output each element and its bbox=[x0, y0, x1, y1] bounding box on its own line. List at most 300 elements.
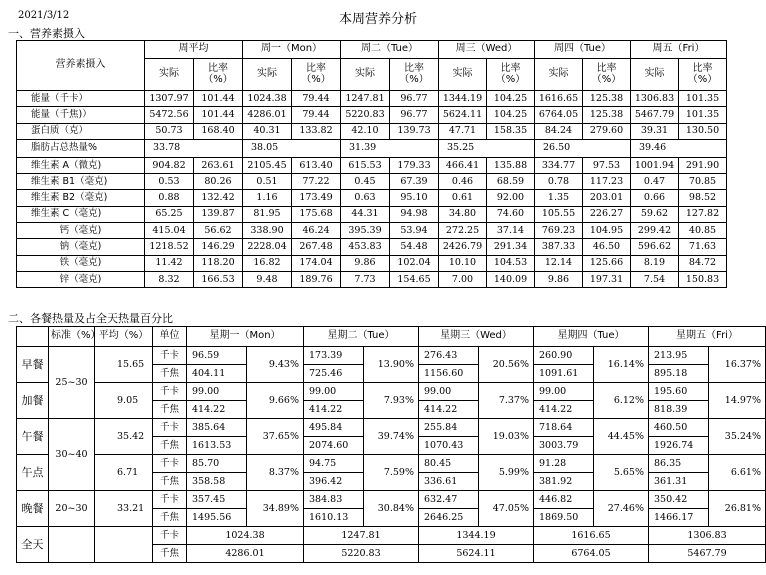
actual-value: 50.73 bbox=[145, 123, 194, 139]
ratio-value: 70.85 bbox=[679, 174, 727, 190]
total-name: 全天 bbox=[17, 527, 49, 563]
ratio-value: 140.09 bbox=[487, 271, 535, 287]
actual-value: 8.19 bbox=[631, 255, 679, 271]
kj-value: 361.31 bbox=[649, 473, 709, 491]
actual-value: 0.66 bbox=[631, 190, 679, 206]
nutrient-name: 铁（毫克) bbox=[17, 255, 145, 271]
energy-percent: 14.97% bbox=[709, 383, 766, 419]
kj-value: 3003.79 bbox=[534, 437, 594, 455]
actual-value: 12.14 bbox=[535, 255, 583, 271]
energy-percent: 44.45% bbox=[594, 419, 649, 455]
meal-name: 加餐 bbox=[17, 383, 49, 419]
nutrient-name: 维生素 B1（毫克) bbox=[17, 174, 145, 190]
kcal-value: 195.60 bbox=[649, 383, 709, 401]
kcal-value: 99.00 bbox=[419, 383, 479, 401]
nutrient-row bbox=[17, 255, 727, 271]
unit-kcal: 千卡 bbox=[153, 455, 187, 473]
kj-value: 414.22 bbox=[304, 401, 364, 419]
kcal-value: 99.00 bbox=[187, 383, 247, 401]
unit-kj: 千焦 bbox=[153, 401, 187, 419]
actual-value: 9.86 bbox=[535, 271, 583, 287]
ratio-value: 174.04 bbox=[292, 255, 341, 271]
energy-percent: 27.46% bbox=[594, 491, 649, 527]
actual-value: 1218.52 bbox=[145, 239, 194, 255]
actual-value: 11.42 bbox=[145, 255, 194, 271]
total-kcal: 1616.65 bbox=[534, 527, 649, 545]
ratio-value: 96.77 bbox=[390, 91, 439, 107]
standard-header: 标准（%） bbox=[49, 327, 95, 347]
blank-corner bbox=[17, 327, 49, 347]
blank-cell bbox=[49, 527, 95, 563]
kcal-value: 96.59 bbox=[187, 347, 247, 365]
actual-value: 42.10 bbox=[341, 123, 390, 139]
energy-percent: 26.81% bbox=[709, 491, 766, 527]
kj-value: 1466.17 bbox=[649, 509, 709, 527]
actual-value: 1024.38 bbox=[243, 91, 292, 107]
ratio-header: 比率（%） bbox=[194, 59, 243, 91]
actual-value: 4286.01 bbox=[243, 107, 292, 123]
actual-value: 1344.19 bbox=[439, 91, 487, 107]
actual-value: 0.88 bbox=[145, 190, 194, 206]
kj-value: 1156.60 bbox=[419, 365, 479, 383]
meal-average: 15.65 bbox=[95, 347, 153, 383]
meal-name: 午餐 bbox=[17, 419, 49, 455]
ratio-value: 146.29 bbox=[194, 239, 243, 255]
actual-value: 1307.97 bbox=[145, 91, 194, 107]
ratio-value: 132.42 bbox=[194, 190, 243, 206]
meal-row-kcal bbox=[17, 383, 766, 401]
ratio-value: 150.83 bbox=[679, 271, 727, 287]
ratio-value: 133.82 bbox=[292, 123, 341, 139]
section-heading-meals: 二、各餐热量及占全天热量百分比 bbox=[8, 312, 173, 325]
standard-range: 30~40 bbox=[49, 419, 95, 491]
actual-value: 65.25 bbox=[145, 206, 194, 222]
energy-percent: 9.43% bbox=[247, 347, 304, 383]
actual-value: 0.45 bbox=[341, 174, 390, 190]
kj-value: 725.46 bbox=[304, 365, 364, 383]
actual-value: 9.48 bbox=[243, 271, 292, 287]
actual-value: 1.16 bbox=[243, 190, 292, 206]
total-kcal: 1247.81 bbox=[304, 527, 419, 545]
actual-value: 2228.04 bbox=[243, 239, 292, 255]
energy-percent: 5.99% bbox=[479, 455, 534, 491]
kj-value: 414.22 bbox=[534, 401, 594, 419]
nutrient-row bbox=[17, 223, 727, 239]
nutrient-row bbox=[17, 139, 727, 157]
nutrient-name: 维生素 B2（毫克) bbox=[17, 190, 145, 206]
actual-value: 105.55 bbox=[535, 206, 583, 222]
total-kcal: 1306.83 bbox=[649, 527, 766, 545]
actual-value: 1001.94 bbox=[631, 157, 679, 173]
ratio-value: 158.35 bbox=[487, 123, 535, 139]
standard-range: 20~30 bbox=[49, 491, 95, 527]
actual-header: 实际 bbox=[631, 59, 679, 91]
kcal-value: 255.84 bbox=[419, 419, 479, 437]
nutrient-row bbox=[17, 107, 727, 123]
kj-value: 358.58 bbox=[187, 473, 247, 491]
kcal-value: 495.84 bbox=[304, 419, 364, 437]
ratio-value: 96.77 bbox=[390, 107, 439, 123]
ratio-value: 79.44 bbox=[292, 107, 341, 123]
ratio-value: 267.48 bbox=[292, 239, 341, 255]
ratio-value: 135.88 bbox=[487, 157, 535, 173]
meal-name: 午点 bbox=[17, 455, 49, 491]
kj-value: 414.22 bbox=[419, 401, 479, 419]
fat-ratio-value: 31.39 bbox=[341, 139, 439, 157]
total-kj: 5220.83 bbox=[304, 545, 419, 563]
kcal-value: 99.00 bbox=[304, 383, 364, 401]
ratio-value: 46.24 bbox=[292, 223, 341, 239]
actual-value: 0.61 bbox=[439, 190, 487, 206]
ratio-value: 139.73 bbox=[390, 123, 439, 139]
ratio-value: 101.35 bbox=[679, 91, 727, 107]
kcal-value: 632.47 bbox=[419, 491, 479, 509]
unit-kcal: 千卡 bbox=[153, 491, 187, 509]
actual-value: 615.53 bbox=[341, 157, 390, 173]
nutrient-row bbox=[17, 271, 727, 287]
kj-value: 1091.61 bbox=[534, 365, 594, 383]
ratio-value: 613.40 bbox=[292, 157, 341, 173]
nutrient-row bbox=[17, 91, 727, 107]
actual-value: 0.53 bbox=[145, 174, 194, 190]
energy-percent: 8.37% bbox=[247, 455, 304, 491]
ratio-value: 37.14 bbox=[487, 223, 535, 239]
meal-name: 早餐 bbox=[17, 347, 49, 383]
energy-percent: 37.65% bbox=[247, 419, 304, 455]
meal-average: 35.42 bbox=[95, 419, 153, 455]
actual-value: 0.51 bbox=[243, 174, 292, 190]
ratio-header: 比率（%） bbox=[390, 59, 439, 91]
ratio-value: 291.34 bbox=[487, 239, 535, 255]
meal-row-kcal bbox=[17, 491, 766, 509]
ratio-value: 79.44 bbox=[292, 91, 341, 107]
total-kcal: 1024.38 bbox=[187, 527, 304, 545]
kcal-value: 80.45 bbox=[419, 455, 479, 473]
fat-ratio-value: 33.78 bbox=[145, 139, 243, 157]
ratio-value: 125.66 bbox=[583, 255, 631, 271]
actual-value: 1616.65 bbox=[535, 91, 583, 107]
nutrient-name: 维生素 C（毫克) bbox=[17, 206, 145, 222]
ratio-value: 104.25 bbox=[487, 107, 535, 123]
energy-percent: 19.03% bbox=[479, 419, 534, 455]
meal-average: 33.21 bbox=[95, 491, 153, 527]
actual-value: 7.54 bbox=[631, 271, 679, 287]
period-header: 周一（Mon） bbox=[243, 41, 341, 59]
kj-value: 336.61 bbox=[419, 473, 479, 491]
actual-value: 2426.79 bbox=[439, 239, 487, 255]
blank-cell bbox=[95, 527, 153, 563]
kj-value: 414.22 bbox=[187, 401, 247, 419]
actual-value: 299.42 bbox=[631, 223, 679, 239]
unit-kcal: 千卡 bbox=[153, 383, 187, 401]
actual-value: 1306.83 bbox=[631, 91, 679, 107]
actual-value: 1247.81 bbox=[341, 91, 390, 107]
kj-value: 396.42 bbox=[304, 473, 364, 491]
actual-value: 596.62 bbox=[631, 239, 679, 255]
day-header: 星期五（Fri） bbox=[649, 327, 766, 347]
ratio-value: 98.52 bbox=[679, 190, 727, 206]
total-kcal: 1344.19 bbox=[419, 527, 534, 545]
period-header: 周二（Tue） bbox=[341, 41, 439, 59]
actual-value: 7.73 bbox=[341, 271, 390, 287]
kcal-value: 94.75 bbox=[304, 455, 364, 473]
actual-value: 272.25 bbox=[439, 223, 487, 239]
actual-value: 0.46 bbox=[439, 174, 487, 190]
unit-header: 单位 bbox=[153, 327, 187, 347]
nutrient-name: 能量（千卡） bbox=[17, 91, 145, 107]
ratio-value: 94.98 bbox=[390, 206, 439, 222]
actual-header: 实际 bbox=[145, 59, 194, 91]
actual-value: 34.80 bbox=[439, 206, 487, 222]
ratio-value: 80.26 bbox=[194, 174, 243, 190]
ratio-value: 104.25 bbox=[487, 91, 535, 107]
meal-energy-table bbox=[16, 326, 766, 563]
actual-header: 实际 bbox=[535, 59, 583, 91]
energy-percent: 30.84% bbox=[364, 491, 419, 527]
nutrient-name: 脂肪占总热量% bbox=[17, 139, 145, 157]
kj-value: 1926.74 bbox=[649, 437, 709, 455]
ratio-value: 92.00 bbox=[487, 190, 535, 206]
ratio-value: 68.59 bbox=[487, 174, 535, 190]
actual-value: 84.24 bbox=[535, 123, 583, 139]
total-kj: 5467.79 bbox=[649, 545, 766, 563]
ratio-value: 125.38 bbox=[583, 91, 631, 107]
ratio-value: 166.53 bbox=[194, 271, 243, 287]
kcal-value: 99.00 bbox=[534, 383, 594, 401]
kj-value: 2646.25 bbox=[419, 509, 479, 527]
unit-kcal: 千卡 bbox=[153, 347, 187, 365]
actual-header: 实际 bbox=[341, 59, 390, 91]
kcal-value: 460.50 bbox=[649, 419, 709, 437]
ratio-value: 101.44 bbox=[194, 107, 243, 123]
energy-percent: 16.37% bbox=[709, 347, 766, 383]
actual-value: 395.39 bbox=[341, 223, 390, 239]
ratio-value: 102.04 bbox=[390, 255, 439, 271]
actual-value: 44.31 bbox=[341, 206, 390, 222]
actual-value: 10.10 bbox=[439, 255, 487, 271]
ratio-value: 101.35 bbox=[679, 107, 727, 123]
ratio-value: 46.50 bbox=[583, 239, 631, 255]
nutrient-row bbox=[17, 206, 727, 222]
day-header: 星期三（Wed） bbox=[419, 327, 534, 347]
energy-percent: 7.37% bbox=[479, 383, 534, 419]
energy-percent: 39.74% bbox=[364, 419, 419, 455]
ratio-value: 263.61 bbox=[194, 157, 243, 173]
ratio-header: 比率（%） bbox=[583, 59, 631, 91]
meal-name: 晚餐 bbox=[17, 491, 49, 527]
ratio-value: 56.62 bbox=[194, 223, 243, 239]
energy-percent: 16.14% bbox=[594, 347, 649, 383]
kj-value: 1610.13 bbox=[304, 509, 364, 527]
nutrient-name: 蛋白质（克） bbox=[17, 123, 145, 139]
actual-value: 59.62 bbox=[631, 206, 679, 222]
ratio-value: 71.63 bbox=[679, 239, 727, 255]
fat-ratio-value: 35.25 bbox=[439, 139, 535, 157]
nutrient-row bbox=[17, 190, 727, 206]
nutrient-name: 能量（千焦)） bbox=[17, 107, 145, 123]
nutrient-intake-table bbox=[16, 40, 727, 288]
actual-value: 466.41 bbox=[439, 157, 487, 173]
actual-value: 5624.11 bbox=[439, 107, 487, 123]
ratio-value: 54.48 bbox=[390, 239, 439, 255]
meal-average: 9.05 bbox=[95, 383, 153, 419]
ratio-value: 95.10 bbox=[390, 190, 439, 206]
ratio-header: 比率（%） bbox=[292, 59, 341, 91]
ratio-value: 226.27 bbox=[583, 206, 631, 222]
actual-value: 9.86 bbox=[341, 255, 390, 271]
period-header: 周三（Wed） bbox=[439, 41, 535, 59]
actual-value: 81.95 bbox=[243, 206, 292, 222]
kj-value: 404.11 bbox=[187, 365, 247, 383]
unit-kcal: 千卡 bbox=[153, 419, 187, 437]
actual-value: 5220.83 bbox=[341, 107, 390, 123]
actual-value: 387.33 bbox=[535, 239, 583, 255]
ratio-value: 125.38 bbox=[583, 107, 631, 123]
kcal-value: 350.42 bbox=[649, 491, 709, 509]
actual-value: 5472.56 bbox=[145, 107, 194, 123]
kj-value: 1613.53 bbox=[187, 437, 247, 455]
kj-value: 1495.56 bbox=[187, 509, 247, 527]
header-row bbox=[17, 41, 727, 59]
unit-kj: 千焦 bbox=[153, 473, 187, 491]
ratio-value: 203.01 bbox=[583, 190, 631, 206]
total-kj: 6764.05 bbox=[534, 545, 649, 563]
energy-percent: 6.12% bbox=[594, 383, 649, 419]
nutrient-name: 维生素 A（微克) bbox=[17, 157, 145, 173]
total-kj: 4286.01 bbox=[187, 545, 304, 563]
kj-value: 1869.50 bbox=[534, 509, 594, 527]
ratio-value: 197.31 bbox=[583, 271, 631, 287]
actual-value: 334.77 bbox=[535, 157, 583, 173]
ratio-value: 291.90 bbox=[679, 157, 727, 173]
kcal-value: 260.90 bbox=[534, 347, 594, 365]
nutrient-row bbox=[17, 174, 727, 190]
actual-value: 904.82 bbox=[145, 157, 194, 173]
total-row-kcal bbox=[17, 527, 766, 545]
energy-percent: 20.56% bbox=[479, 347, 534, 383]
meal-row-kcal bbox=[17, 347, 766, 365]
actual-value: 47.71 bbox=[439, 123, 487, 139]
standard-range: 25~30 bbox=[49, 347, 95, 419]
ratio-value: 154.65 bbox=[390, 271, 439, 287]
ratio-value: 74.60 bbox=[487, 206, 535, 222]
actual-value: 0.47 bbox=[631, 174, 679, 190]
average-header: 平均（%） bbox=[95, 327, 153, 347]
kcal-value: 384.83 bbox=[304, 491, 364, 509]
ratio-value: 179.33 bbox=[390, 157, 439, 173]
day-header: 星期四（Tue） bbox=[534, 327, 649, 347]
ratio-value: 40.85 bbox=[679, 223, 727, 239]
ratio-value: 77.22 bbox=[292, 174, 341, 190]
kcal-value: 276.43 bbox=[419, 347, 479, 365]
energy-percent: 7.59% bbox=[364, 455, 419, 491]
actual-value: 6764.05 bbox=[535, 107, 583, 123]
ratio-header: 比率（%） bbox=[679, 59, 727, 91]
actual-value: 338.90 bbox=[243, 223, 292, 239]
nutrient-name: 锌（毫克) bbox=[17, 271, 145, 287]
kj-value: 1070.43 bbox=[419, 437, 479, 455]
ratio-value: 118.20 bbox=[194, 255, 243, 271]
kcal-value: 718.64 bbox=[534, 419, 594, 437]
kcal-value: 173.39 bbox=[304, 347, 364, 365]
kj-value: 818.39 bbox=[649, 401, 709, 419]
unit-kj: 千焦 bbox=[153, 365, 187, 383]
ratio-value: 139.87 bbox=[194, 206, 243, 222]
ratio-value: 130.50 bbox=[679, 123, 727, 139]
energy-percent: 6.61% bbox=[709, 455, 766, 491]
nutrient-name: 钠（毫克) bbox=[17, 239, 145, 255]
actual-value: 5467.79 bbox=[631, 107, 679, 123]
nutrient-row bbox=[17, 239, 727, 255]
actual-value: 8.32 bbox=[145, 271, 194, 287]
unit-kj: 千焦 bbox=[153, 509, 187, 527]
kcal-value: 213.95 bbox=[649, 347, 709, 365]
energy-percent: 47.05% bbox=[479, 491, 534, 527]
report-date: 2021/3/12 bbox=[18, 10, 70, 21]
nutrient-row bbox=[17, 157, 727, 173]
energy-percent: 7.93% bbox=[364, 383, 419, 419]
unit-kj: 千焦 bbox=[153, 437, 187, 455]
actual-value: 453.83 bbox=[341, 239, 390, 255]
ratio-value: 53.94 bbox=[390, 223, 439, 239]
kj-value: 381.92 bbox=[534, 473, 594, 491]
kcal-value: 446.82 bbox=[534, 491, 594, 509]
ratio-value: 279.60 bbox=[583, 123, 631, 139]
actual-value: 2105.45 bbox=[243, 157, 292, 173]
unit-kj: 千焦 bbox=[153, 545, 187, 563]
meal-row-kcal bbox=[17, 419, 766, 437]
nutrient-name: 钙（毫克) bbox=[17, 223, 145, 239]
ratio-value: 173.49 bbox=[292, 190, 341, 206]
meal-average: 6.71 bbox=[95, 455, 153, 491]
actual-value: 769.23 bbox=[535, 223, 583, 239]
kj-value: 2074.60 bbox=[304, 437, 364, 455]
kcal-value: 85.70 bbox=[187, 455, 247, 473]
energy-percent: 35.24% bbox=[709, 419, 766, 455]
energy-percent: 34.89% bbox=[247, 491, 304, 527]
ratio-value: 104.95 bbox=[583, 223, 631, 239]
ratio-header: 比率（%） bbox=[487, 59, 535, 91]
actual-header: 实际 bbox=[439, 59, 487, 91]
kcal-value: 91.28 bbox=[534, 455, 594, 473]
ratio-value: 97.53 bbox=[583, 157, 631, 173]
day-header: 星期二（Tue） bbox=[304, 327, 419, 347]
kcal-value: 357.45 bbox=[187, 491, 247, 509]
ratio-value: 175.68 bbox=[292, 206, 341, 222]
ratio-value: 168.40 bbox=[194, 123, 243, 139]
ratio-value: 189.76 bbox=[292, 271, 341, 287]
ratio-value: 84.72 bbox=[679, 255, 727, 271]
actual-value: 0.63 bbox=[341, 190, 390, 206]
energy-percent: 13.90% bbox=[364, 347, 419, 383]
actual-header: 实际 bbox=[243, 59, 292, 91]
day-header: 星期一（Mon） bbox=[187, 327, 304, 347]
fat-ratio-value: 38.05 bbox=[243, 139, 341, 157]
actual-value: 16.82 bbox=[243, 255, 292, 271]
kcal-value: 385.64 bbox=[187, 419, 247, 437]
ratio-value: 101.44 bbox=[194, 91, 243, 107]
period-header: 周平均 bbox=[145, 41, 243, 59]
total-kj: 5624.11 bbox=[419, 545, 534, 563]
ratio-value: 127.82 bbox=[679, 206, 727, 222]
page-title: 本周营养分析 bbox=[338, 12, 417, 27]
energy-percent: 9.66% bbox=[247, 383, 304, 419]
unit-kcal: 千卡 bbox=[153, 527, 187, 545]
energy-percent: 5.65% bbox=[594, 455, 649, 491]
actual-value: 40.31 bbox=[243, 123, 292, 139]
nutrient-row bbox=[17, 123, 727, 139]
kj-value: 895.18 bbox=[649, 365, 709, 383]
